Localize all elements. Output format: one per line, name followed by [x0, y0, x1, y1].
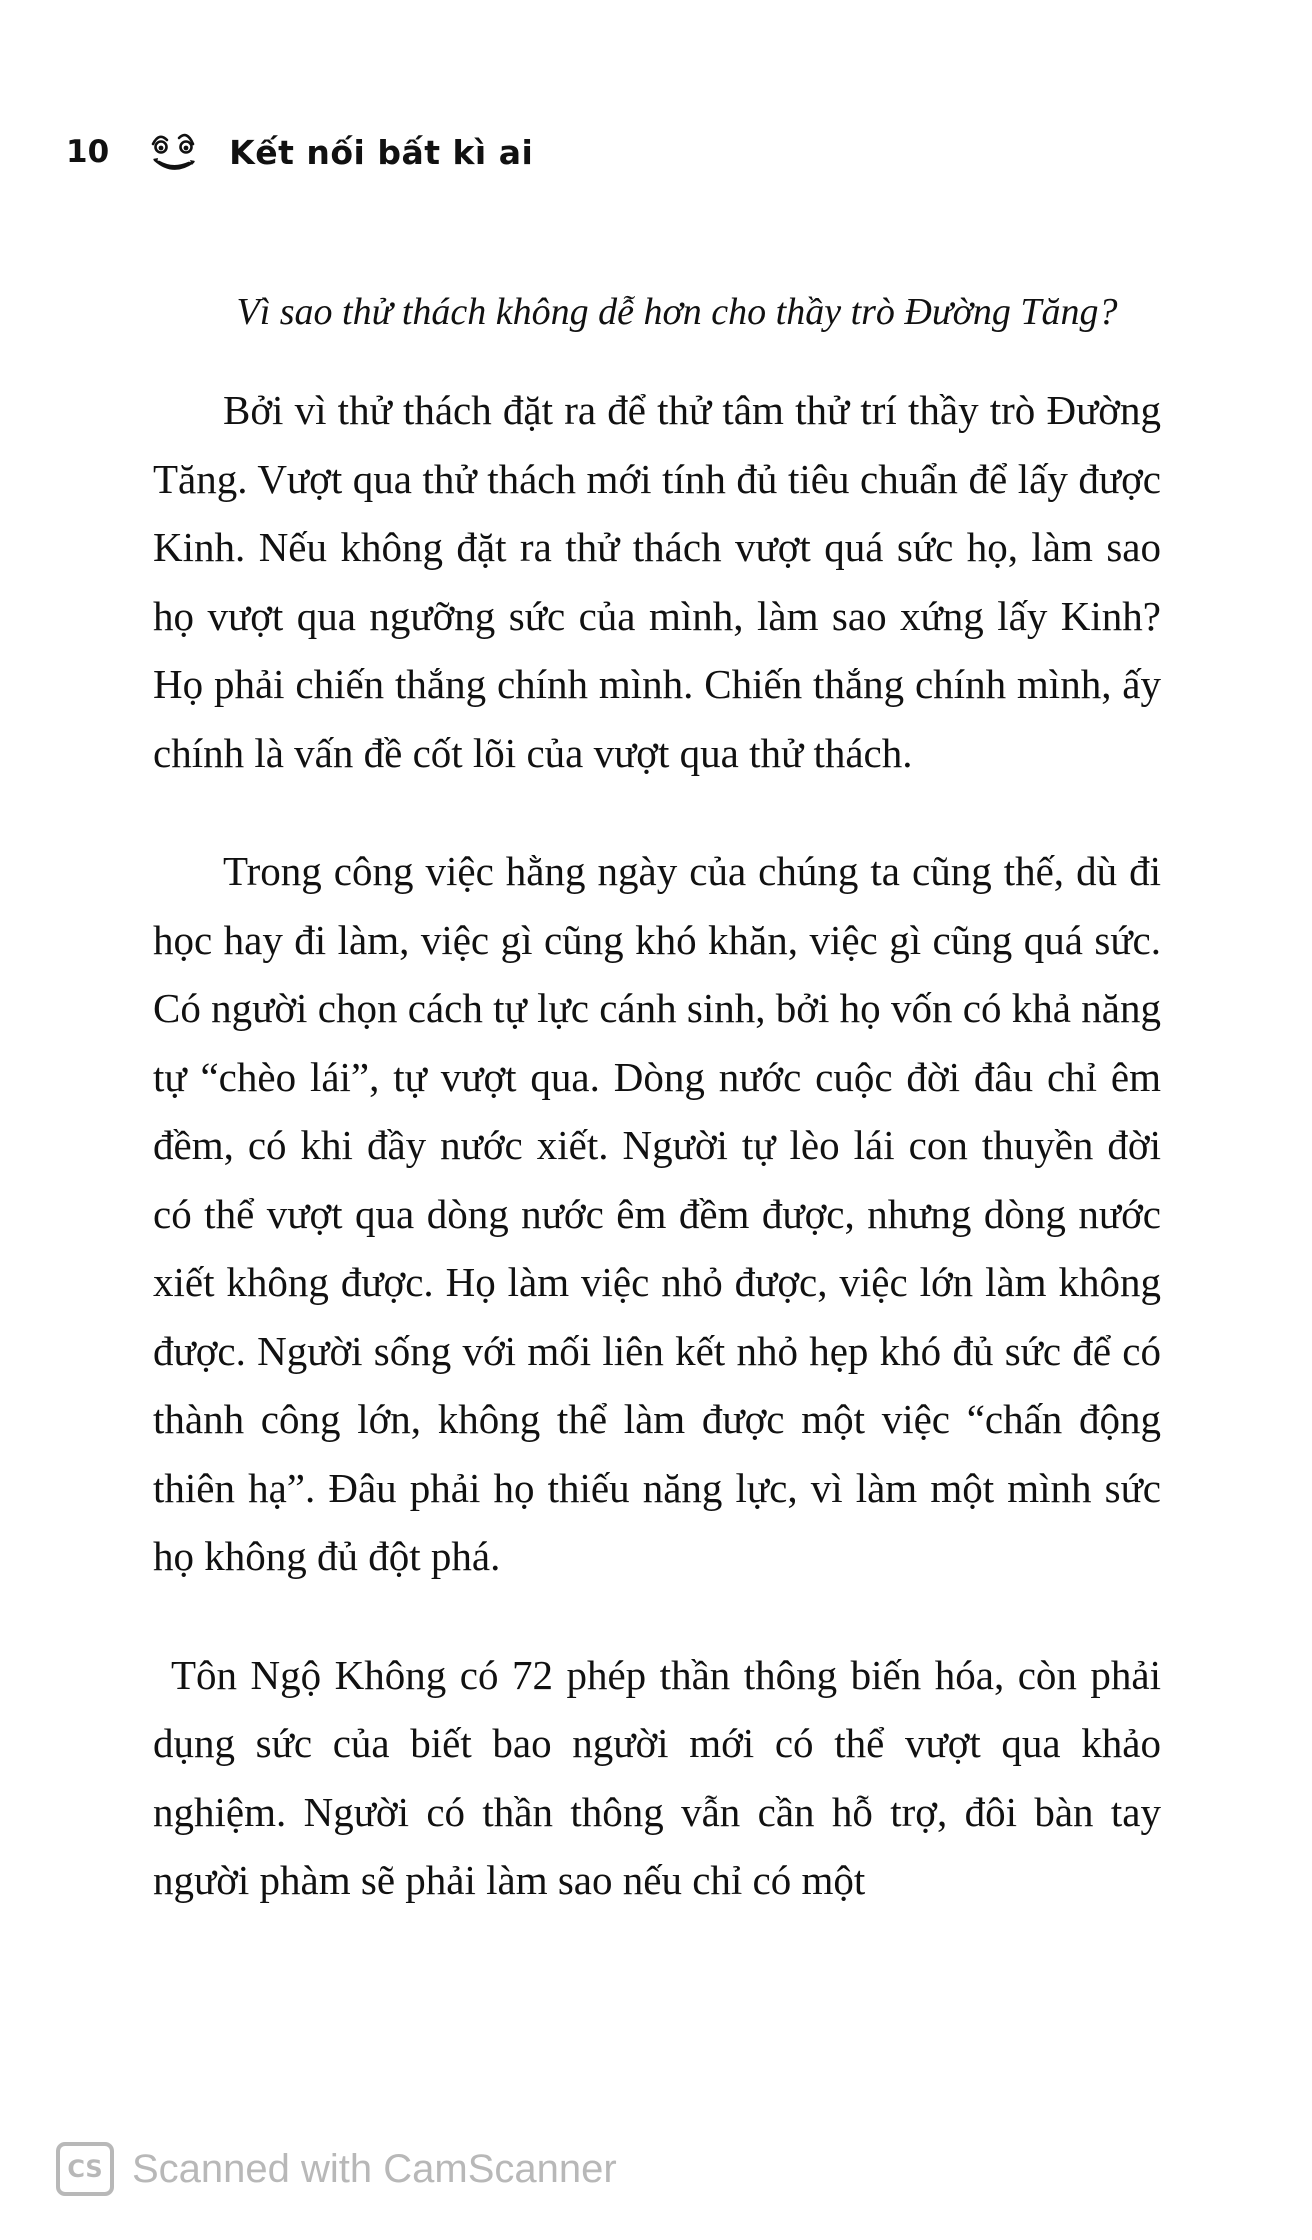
running-title: Kết nối bất kì ai [229, 132, 534, 172]
paragraph-2: Trong công việc hằng ngày của chúng ta cũng thế, dù đi học hay đi làm, việc gì cũng khó khăn, việc gì cũng quá sức. Có người chọn cách tự lực cánh sinh, bởi họ vốn có khả năng tự “chèo lái”, tự vượt qua. Dòng nước cuộc đời đâu chỉ êm đềm, có khi đầy nước xiết. Người tự lèo lái con thuyền đời có thể vượt qua dòng nước êm đềm được, nhưng dòng nước xiết không được. Họ làm việc nhỏ được, việc lớn làm không được. Người sống với mối liên kết nhỏ hẹp khó đủ sức để có thành công lớn, không thể làm được một việc “chấn động thiên hạ”. Đâu phải họ thiếu năng lực, vì làm một mình sức họ không đủ đột phá. [153, 848, 1161, 1579]
watermark-text: Scanned with CamScanner [132, 2146, 617, 2191]
page-body [153, 290, 1161, 1965]
running-header [66, 122, 533, 182]
camscanner-logo-icon: CS [56, 2142, 114, 2196]
scanner-watermark [56, 2142, 617, 2196]
section-question: Vì sao thử thách không dễ hơn cho thầy trò Đường Tăng? [236, 291, 1118, 333]
page-number: 10 [66, 134, 110, 170]
paragraph-3: Tôn Ngộ Không có 72 phép thần thông biến hóa, còn phải dụng sức của biết bao người mới có thể vượt qua khảo nghiệm. Người có thần thông vẫn cần hỗ trợ, đôi bàn tay người phàm sẽ phải làm sao nếu chỉ có một [153, 1651, 1161, 1903]
smiling-face-icon [149, 124, 205, 180]
paragraph-1: Bởi vì thử thách đặt ra để thử tâm thử trí thầy trò Đường Tăng. Vượt qua thử thách mới tính đủ tiêu chuẩn để lấy được Kinh. Nếu không đặt ra thử thách vượt quá sức họ, làm sao họ vượt qua ngưỡng sức của mình, làm sao xứng lấy Kinh? Họ phải chiến thắng chính mình. Chiến thắng chính mình, ấy chính là vấn đề cốt lõi của vượt qua thử thách. [153, 387, 1161, 776]
